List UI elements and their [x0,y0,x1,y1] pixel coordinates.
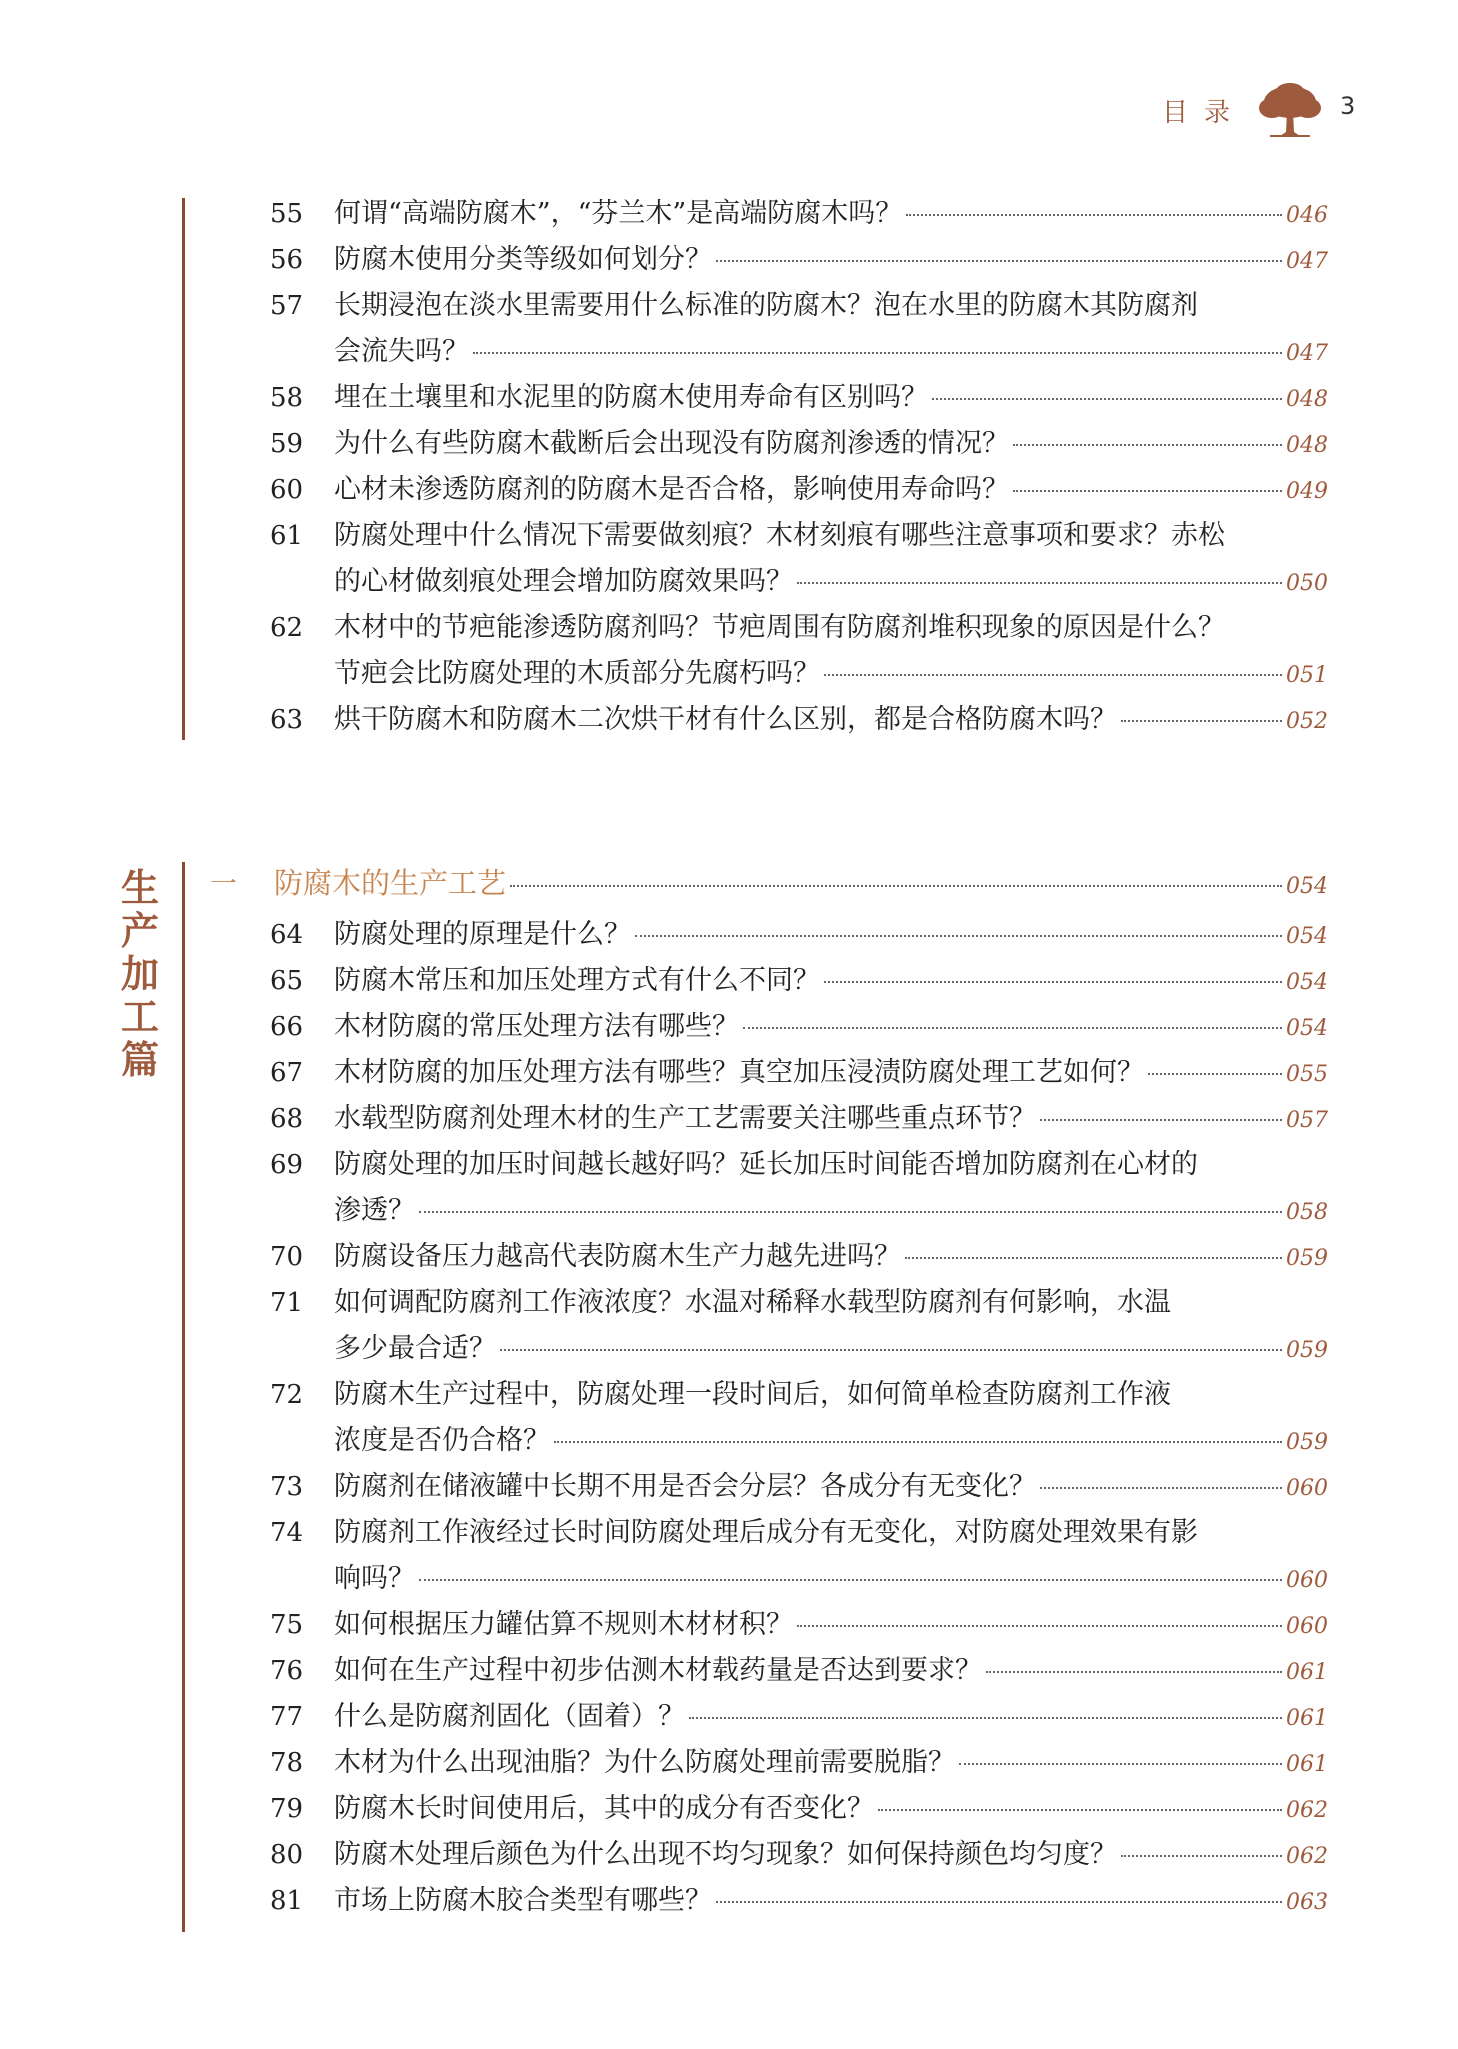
entry-number: 58 [270,383,304,413]
dot-leader [906,214,1282,216]
dot-leader [986,1671,1282,1673]
entry-page: 060 [1286,1476,1328,1501]
entry-final-line [334,1234,1328,1280]
toc-entry[interactable] [210,1142,1328,1234]
toc-entry[interactable] [210,421,1328,467]
entry-number: 59 [270,429,304,459]
entry-final-line [334,1188,1328,1234]
entry-number: 62 [270,613,304,643]
toc-entry[interactable] [210,1004,1328,1050]
page-number: 3 [1340,92,1356,120]
entry-title: 节疤会比防腐处理的木质部分先腐朽吗？ [334,658,820,689]
dot-leader [510,885,1282,887]
entry-final-line [334,1050,1328,1096]
entry-page: 052 [1286,709,1328,734]
dot-leader [1040,1487,1282,1489]
entry-number: 69 [270,1150,304,1180]
toc-list-part1 [210,191,1328,743]
toc-entry[interactable] [210,1464,1328,1510]
dot-leader [932,398,1282,400]
entry-page: 062 [1286,1844,1328,1869]
entry-number: 75 [270,1610,304,1640]
dot-leader [743,1027,1282,1029]
entry-page: 061 [1286,1752,1328,1777]
entry-title: 什么是防腐剂固化（固着）？ [334,1701,685,1732]
dot-leader [419,1211,1282,1213]
dot-leader [824,674,1282,676]
toc-entry[interactable] [210,237,1328,283]
entry-title: 如何根据压力罐估算不规则木材材积？ [334,1609,793,1640]
entry-final-line [334,1740,1328,1786]
entry-final-line [334,651,1328,697]
entry-title: 响吗？ [334,1563,415,1594]
entry-page: 048 [1286,433,1328,458]
dot-leader [1121,720,1282,722]
entry-page: 059 [1286,1246,1328,1271]
entry-title: 木材防腐的加压处理方法有哪些？真空加压浸渍防腐处理工艺如何？ [334,1057,1144,1088]
entry-number: 56 [270,245,304,275]
entry-page: 059 [1286,1430,1328,1455]
entry-final-line [334,329,1328,375]
entry-title: 防腐木使用分类等级如何划分？ [334,244,712,275]
entry-number: 79 [270,1794,304,1824]
entry-final-line [334,1832,1328,1878]
entry-title-line: 防腐木生产过程中，防腐处理一段时间后，如何简单检查防腐剂工作液 [334,1379,1171,1410]
entry-number: 60 [270,475,304,505]
entry-page: 061 [1286,1706,1328,1731]
entry-number: 67 [270,1058,304,1088]
entry-final-line [334,1694,1328,1740]
entry-page: 049 [1286,479,1328,504]
entry-title: 防腐设备压力越高代表防腐木生产力越先进吗？ [334,1241,901,1272]
dot-leader [797,582,1282,584]
entry-page: 054 [1286,1016,1328,1041]
entry-number: 65 [270,966,304,996]
entry-final-line [334,1464,1328,1510]
header-title: 目录 [1162,98,1247,128]
dot-leader [554,1441,1282,1443]
dot-leader [689,1717,1282,1719]
toc-entry[interactable] [210,1050,1328,1096]
entry-page: 062 [1286,1798,1328,1823]
toc-entry[interactable] [210,1510,1328,1602]
entry-final-line [334,1878,1328,1924]
part-label: 生产加工篇 [120,865,159,1082]
entry-page: 054 [1286,924,1328,949]
entry-title: 何谓“高端防腐木”，“芬兰木”是高端防腐木吗？ [334,198,903,229]
toc-entry[interactable] [210,1602,1328,1648]
entry-title: 防腐木常压和加压处理方式有什么不同？ [334,965,820,996]
entry-title: 木材为什么出现油脂？为什么防腐处理前需要脱脂？ [334,1747,955,1778]
entry-number: 57 [270,291,304,321]
entry-title: 防腐处理的原理是什么？ [334,919,631,950]
entry-number: 66 [270,1012,304,1042]
entry-final-line [334,1326,1328,1372]
entry-number: 55 [270,199,304,229]
entry-page: 057 [1286,1108,1328,1133]
section-heading[interactable] [210,858,1328,908]
entry-final-line [334,1418,1328,1464]
entry-number: 80 [270,1840,304,1870]
entry-title: 渗透？ [334,1195,415,1226]
entry-final-line [334,958,1328,1004]
entry-final-line [334,237,1328,283]
toc-entry[interactable] [210,375,1328,421]
entry-title-line: 防腐处理中什么情况下需要做刻痕？木材刻痕有哪些注意事项和要求？赤松 [334,520,1225,551]
dot-leader [500,1349,1282,1351]
toc-entry[interactable] [210,1280,1328,1372]
toc-entry[interactable] [210,958,1328,1004]
entry-title: 市场上防腐木胶合类型有哪些？ [334,1885,712,1916]
entry-final-line [334,1096,1328,1142]
entry-final-line [334,1602,1328,1648]
entry-page: 048 [1286,387,1328,412]
dot-leader [716,1901,1282,1903]
running-header [1150,88,1380,128]
entry-number: 77 [270,1702,304,1732]
entry-number: 63 [270,705,304,735]
entry-number: 71 [270,1288,304,1318]
entry-page: 046 [1286,203,1328,228]
entry-title-line: 木材中的节疤能渗透防腐剂吗？节疤周围有防腐剂堆积现象的原因是什么？ [334,612,1225,643]
entry-title: 的心材做刻痕处理会增加防腐效果吗？ [334,566,793,597]
entry-final-line [334,421,1328,467]
entry-number: 61 [270,521,304,551]
toc-entry[interactable] [210,912,1328,958]
dot-leader [878,1809,1282,1811]
entry-number: 72 [270,1380,304,1410]
toc-entry[interactable] [210,1648,1328,1694]
entry-final-line [334,467,1328,513]
toc-entry[interactable] [210,605,1328,697]
toc-entry[interactable] [210,1234,1328,1280]
margin-rule-bottom [182,862,185,1932]
entry-page: 050 [1286,571,1328,596]
entry-title-line: 如何调配防腐剂工作液浓度？水温对稀释水载型防腐剂有何影响，水温 [334,1287,1171,1318]
toc-entry[interactable] [210,513,1328,605]
dot-leader [1013,490,1282,492]
dot-leader [473,352,1282,354]
entry-page: 063 [1286,1890,1328,1915]
dot-leader [1040,1119,1282,1121]
entry-title: 水载型防腐剂处理木材的生产工艺需要关注哪些重点环节？ [334,1103,1036,1134]
entry-final-line [334,1648,1328,1694]
toc-entry[interactable] [210,697,1328,743]
toc-entry[interactable] [210,1096,1328,1142]
entry-title: 为什么有些防腐木截断后会出现没有防腐剂渗透的情况？ [334,428,1009,459]
entry-final-line [334,912,1328,958]
entry-page: 061 [1286,1660,1328,1685]
toc-entry[interactable] [210,191,1328,237]
toc-list-part2 [210,858,1328,1924]
toc-entry[interactable] [210,283,1328,375]
tree-icon [1258,82,1322,142]
dot-leader [1148,1073,1282,1075]
toc-entry[interactable] [210,1878,1328,1924]
dot-leader [635,935,1282,937]
entry-number: 76 [270,1656,304,1686]
entry-title: 会流失吗？ [334,336,469,367]
entry-title: 防腐木长时间使用后，其中的成分有否变化？ [334,1793,874,1824]
entry-number: 74 [270,1518,304,1548]
entry-page: 051 [1286,663,1328,688]
entry-title: 防腐木处理后颜色为什么出现不均匀现象？如何保持颜色均匀度？ [334,1839,1117,1870]
toc-entry[interactable] [210,1740,1328,1786]
entry-page: 059 [1286,1338,1328,1363]
dot-leader [905,1257,1282,1259]
toc-entry[interactable] [210,1694,1328,1740]
entry-final-line [334,191,1328,237]
entry-number: 81 [270,1886,304,1916]
entry-title-line: 防腐处理的加压时间越长越好吗？延长加压时间能否增加防腐剂在心材的 [334,1149,1198,1180]
entry-title: 多少最合适？ [334,1333,496,1364]
section-number: 一 [210,869,237,900]
entry-final-line [334,697,1328,743]
entry-title: 木材防腐的常压处理方法有哪些？ [334,1011,739,1042]
entry-final-line [334,1786,1328,1832]
entry-title: 心材未渗透防腐剂的防腐木是否合格，影响使用寿命吗？ [334,474,1009,505]
toc-entry[interactable] [210,1832,1328,1878]
entry-number: 78 [270,1748,304,1778]
entry-page: 060 [1286,1614,1328,1639]
toc-entry[interactable] [210,1372,1328,1464]
entry-page: 047 [1286,249,1328,274]
entry-title: 如何在生产过程中初步估测木材载药量是否达到要求？ [334,1655,982,1686]
margin-rule-top [182,198,185,740]
entry-page: 060 [1286,1568,1328,1593]
dot-leader [716,260,1282,262]
dot-leader [419,1579,1282,1581]
entry-number: 68 [270,1104,304,1134]
entry-final-line [334,375,1328,421]
dot-leader [1013,444,1282,446]
entry-final-line [334,1004,1328,1050]
entry-page: 054 [1286,970,1328,995]
section-title: 防腐木的生产工艺 [274,866,507,900]
dot-leader [797,1625,1282,1627]
entry-title: 埋在土壤里和水泥里的防腐木使用寿命有区别吗？ [334,382,928,413]
entry-number: 73 [270,1472,304,1502]
entry-page: 058 [1286,1200,1328,1225]
entry-page: 047 [1286,341,1328,366]
entry-number: 64 [270,920,304,950]
dot-leader [824,981,1282,983]
entry-final-line [334,559,1328,605]
entry-title: 浓度是否仍合格？ [334,1425,550,1456]
entry-final-line [334,1556,1328,1602]
entry-title: 烘干防腐木和防腐木二次烘干材有什么区别，都是合格防腐木吗？ [334,704,1117,735]
dot-leader [1121,1855,1282,1857]
section-page: 054 [1286,874,1328,899]
dot-leader [959,1763,1282,1765]
toc-entry[interactable] [210,1786,1328,1832]
entry-title: 防腐剂在储液罐中长期不用是否会分层？各成分有无变化？ [334,1471,1036,1502]
entry-title-line: 防腐剂工作液经过长时间防腐处理后成分有无变化，对防腐处理效果有影 [334,1517,1198,1548]
entry-page: 055 [1286,1062,1328,1087]
entry-number: 70 [270,1242,304,1272]
toc-entry[interactable] [210,467,1328,513]
entry-title-line: 长期浸泡在淡水里需要用什么标准的防腐木？泡在水里的防腐木其防腐剂 [334,290,1198,321]
